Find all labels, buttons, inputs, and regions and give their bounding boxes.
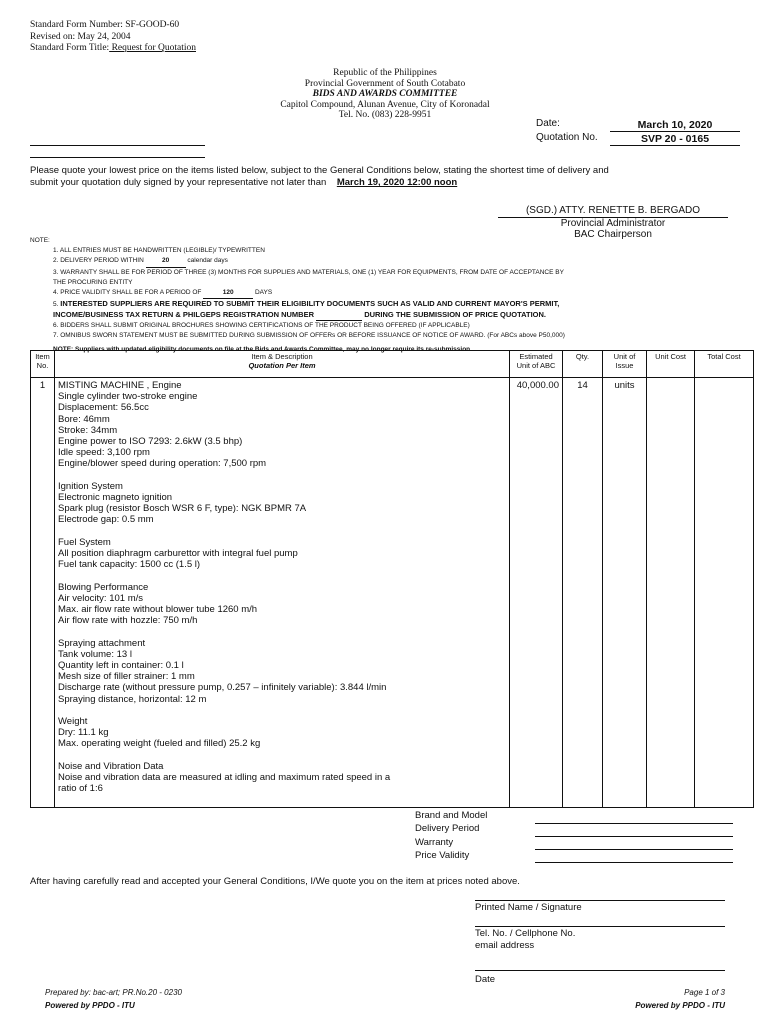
date-field[interactable] bbox=[475, 970, 725, 971]
note-6: 6. BIDDERS SHALL SUBMIT ORIGINAL BROCHURES SHOWING CERTIFICATIONS OF THE PRODUCT BEING OFFERED (IF APPLICABLE) bbox=[53, 321, 470, 329]
description-spacer bbox=[58, 626, 506, 637]
note-5a bbox=[30, 299, 745, 310]
description-line: Displacement: 56.5cc bbox=[58, 402, 149, 414]
description-line: Fuel tank capacity: 1500 cc (1.5 l) bbox=[58, 559, 201, 571]
cell-item-no: 1 bbox=[31, 378, 55, 808]
intro-line1: Please quote your lowest price on the items listed below, subject to the General Conditions below, stating the shortest time of delivery and bbox=[30, 165, 609, 176]
description-line: Ignition System bbox=[58, 480, 123, 492]
form-title bbox=[30, 43, 196, 55]
note-4-text: 4. PRICE VALIDITY SHALL BE FOR A PERIOD OF bbox=[53, 289, 202, 297]
header-item-no: Item No. bbox=[31, 351, 55, 378]
note-5b-tail: DURING THE SUBMISSION OF PRICE QUOTATION. bbox=[364, 310, 546, 320]
header-total-cost: Total Cost bbox=[695, 351, 754, 378]
blank-line-2[interactable] bbox=[30, 157, 205, 158]
header-unit-of-issue: Unit of Issue bbox=[603, 351, 647, 378]
form-title-value: Request for Quotation bbox=[109, 43, 196, 53]
brand-model-field[interactable] bbox=[535, 823, 733, 824]
date-value: March 10, 2020 bbox=[610, 119, 740, 132]
note-eligibility: NOTE: Suppliers with updated eligibility documents on file at the Bids and Awards Committee, may no longer require its re-submission. bbox=[53, 346, 472, 354]
note-4 bbox=[30, 288, 745, 299]
description-line: Discharge rate (without pressure pump, 0.257 – infinitely variable): 3.844 l/min bbox=[58, 682, 387, 694]
description-spacer bbox=[58, 750, 506, 761]
note-5b bbox=[30, 310, 745, 320]
description-line: Mesh size of filler strainer: 1 mm bbox=[58, 671, 195, 683]
form-meta bbox=[30, 20, 196, 55]
signatory-block bbox=[498, 205, 728, 240]
note-2-unit: calendar days bbox=[187, 257, 228, 265]
header-desc-line2: Quotation Per Item bbox=[248, 361, 316, 370]
signatory-title1: Provincial Administrator bbox=[560, 218, 666, 229]
header-desc-line1: Item & Description bbox=[251, 352, 313, 361]
note-5-number: 5. bbox=[53, 301, 59, 309]
note-3a: 3. WARRANTY SHALL BE FOR PERIOD OF THREE (3) MONTHS FOR SUPPLIES AND MATERIALS, ONE (1) YEAR FOR EQUIPMENTS, FROM DATE OF ACCEPTANCE BY bbox=[53, 268, 564, 276]
description-line: ratio of 1:6 bbox=[58, 783, 103, 795]
tel-label: Tel. No. / Cellphone No. bbox=[475, 928, 576, 939]
description-line: Fuel System bbox=[58, 536, 111, 548]
price-validity-field[interactable] bbox=[535, 862, 733, 863]
note-2-text: 2. DELIVERY PERIOD WITHIN bbox=[53, 257, 144, 265]
description-line: Noise and vibration data are measured at idling and maximum rated speed in a bbox=[58, 772, 391, 784]
delivery-days: 20 bbox=[146, 256, 186, 267]
note-2 bbox=[30, 256, 745, 267]
description-line: Max. air flow rate without blower tube 1260 m/h bbox=[58, 604, 258, 616]
description-spacer bbox=[58, 526, 506, 537]
letterhead-line2: Provincial Government of South Cotabato bbox=[304, 78, 466, 89]
description-line: Electrode gap: 0.5 mm bbox=[58, 514, 154, 526]
spec-fields bbox=[415, 809, 487, 862]
cell-qty: 14 bbox=[563, 378, 603, 808]
email-label: email address bbox=[475, 939, 535, 951]
description-line: Engine/blower speed during operation: 7,500 rpm bbox=[58, 458, 267, 470]
blank-line-1[interactable] bbox=[30, 145, 205, 146]
table-row bbox=[31, 378, 754, 808]
tel-field[interactable] bbox=[475, 926, 725, 927]
description-line: Spark plug (resistor Bosch WSR 6 F, type): NGK BPMR 7A bbox=[58, 503, 307, 515]
description-line: All position diaphragm carburettor with integral fuel pump bbox=[58, 548, 298, 560]
notes-label: NOTE: bbox=[30, 237, 50, 244]
notes-section bbox=[30, 236, 745, 355]
price-validity-label: Price Validity bbox=[415, 849, 470, 861]
description-line: Spraying distance, horizontal: 12 m bbox=[58, 693, 207, 705]
header-qty: Qty. bbox=[563, 351, 603, 378]
description-line: Air velocity: 101 m/s bbox=[58, 592, 143, 604]
form-number: Standard Form Number: SF-GOOD-60 bbox=[30, 20, 180, 30]
intro-line2 bbox=[30, 177, 730, 189]
description-spacer bbox=[58, 470, 506, 481]
philgeps-number-blank[interactable] bbox=[316, 311, 362, 321]
header-estimated: Estimated Unit of ABC bbox=[510, 351, 563, 378]
quotation-no-label: Quotation No. bbox=[536, 132, 598, 143]
letterhead-address: Capitol Compound, Alunan Avenue, City of Koronadal bbox=[280, 99, 490, 110]
signatory-name: (SGD.) ATTY. RENETTE B. BERGADO bbox=[498, 205, 728, 218]
intro-paragraph bbox=[30, 165, 730, 189]
printed-name-field[interactable] bbox=[475, 900, 725, 901]
description-line: Tank volume: 13 l bbox=[58, 648, 132, 660]
footer-left bbox=[45, 986, 182, 1012]
supplier-date-label: Date bbox=[475, 974, 496, 985]
description-list bbox=[58, 380, 506, 794]
warranty-field[interactable] bbox=[535, 849, 733, 850]
date-label: Date: bbox=[536, 118, 560, 129]
delivery-period-label: Delivery Period bbox=[415, 823, 480, 835]
powered-by-left: Powered by PPDO - ITU bbox=[45, 1001, 135, 1010]
cell-total-cost[interactable] bbox=[695, 378, 754, 808]
note-5b-text: INCOME/BUSINESS TAX RETURN & PHILGEPS REGISTRATION NUMBER bbox=[53, 310, 314, 320]
letterhead-line1: Republic of the Philippines bbox=[333, 68, 437, 78]
brand-model-label: Brand and Model bbox=[415, 810, 488, 821]
contact-labels bbox=[475, 928, 575, 951]
cell-unit: units bbox=[603, 378, 647, 808]
header-unit-cost: Unit Cost bbox=[647, 351, 695, 378]
note-4-unit: DAYS bbox=[254, 289, 273, 297]
printed-name-label: Printed Name / Signature bbox=[475, 902, 582, 913]
description-line: Noise and Vibration Data bbox=[58, 760, 164, 772]
note-3b: THE PROCURING ENTITY bbox=[53, 278, 133, 286]
description-line: Weight bbox=[58, 716, 88, 728]
description-line: Blowing Performance bbox=[58, 581, 149, 593]
form-revised: Revised on: May 24, 2004 bbox=[30, 31, 131, 42]
powered-by-right: Powered by PPDO - ITU bbox=[635, 1001, 725, 1010]
note-7: 7. OMNIBUS SWORN STATEMENT MUST BE SUBMITTED DURING SUBMISSION OF OFFERs OR BEFORE ISSUANCE OF NOTICE OF AWARD. (For ABCs above P50,000) bbox=[53, 331, 565, 339]
description-line: Engine power to ISO 7293: 2.6kW (3.5 bhp) bbox=[58, 436, 243, 448]
form-title-label: Standard Form Title: bbox=[30, 43, 110, 53]
note-5a-text: INTERESTED SUPPLIERS ARE REQUIRED TO SUBMIT THEIR ELIGIBILITY DOCUMENTS SUCH AS VALID AND CURRENT MAYOR'S PERMIT, bbox=[60, 299, 560, 309]
description-line: Electronic magneto ignition bbox=[58, 492, 173, 504]
header-description bbox=[55, 351, 510, 378]
deadline: March 19, 2020 12:00 noon bbox=[336, 177, 458, 188]
prepared-by: Prepared by: bac-art; PR.No.20 - 0230 bbox=[45, 988, 182, 997]
note-1: 1. ALL ENTRIES MUST BE HANDWRITTEN (LEGIBLE)/ TYPEWRITTEN bbox=[53, 247, 265, 255]
description-spacer bbox=[58, 705, 506, 716]
items-table bbox=[30, 350, 754, 808]
letterhead bbox=[0, 68, 770, 121]
description-line: Dry: 11.1 kg bbox=[58, 727, 109, 739]
table-header-row bbox=[31, 351, 754, 378]
intro-line2-text: submit your quotation duly signed by your representative not later than bbox=[30, 177, 327, 188]
description-line: Spraying attachment bbox=[58, 637, 146, 649]
signatory-title2: BAC Chairperson bbox=[574, 229, 652, 240]
delivery-period-field[interactable] bbox=[535, 836, 733, 837]
quotation-no-value: SVP 20 - 0165 bbox=[610, 133, 740, 146]
description-line: Quantity left in container: 0.1 l bbox=[58, 660, 184, 672]
letterhead-tel: Tel. No. (083) 228-9951 bbox=[338, 110, 432, 120]
letterhead-committee: BIDS AND AWARDS COMMITTEE bbox=[312, 89, 458, 99]
cell-estimated: 40,000.00 bbox=[510, 378, 563, 808]
warranty-label: Warranty bbox=[415, 836, 454, 848]
page-number: Page 1 of 3 bbox=[684, 988, 725, 997]
price-validity-days: 120 bbox=[203, 288, 253, 299]
cell-description bbox=[55, 378, 510, 808]
cell-unit-cost[interactable] bbox=[647, 378, 695, 808]
closing-statement: After having carefully read and accepted your General Conditions, I/We quote you on the item at prices noted above. bbox=[30, 876, 520, 887]
description-line: Single cylinder two-stroke engine bbox=[58, 391, 198, 403]
description-line: Stroke: 34mm bbox=[58, 424, 118, 436]
footer-right bbox=[635, 986, 725, 1012]
description-line: MISTING MACHINE , Engine bbox=[58, 380, 182, 391]
description-line: Air flow rate with hozzle: 750 m/h bbox=[58, 615, 198, 627]
description-line: Bore: 46mm bbox=[58, 413, 110, 425]
description-spacer bbox=[58, 570, 506, 581]
description-line: Max. operating weight (fueled and filled) 25.2 kg bbox=[58, 738, 261, 750]
description-line: Idle speed: 3,100 rpm bbox=[58, 447, 150, 459]
